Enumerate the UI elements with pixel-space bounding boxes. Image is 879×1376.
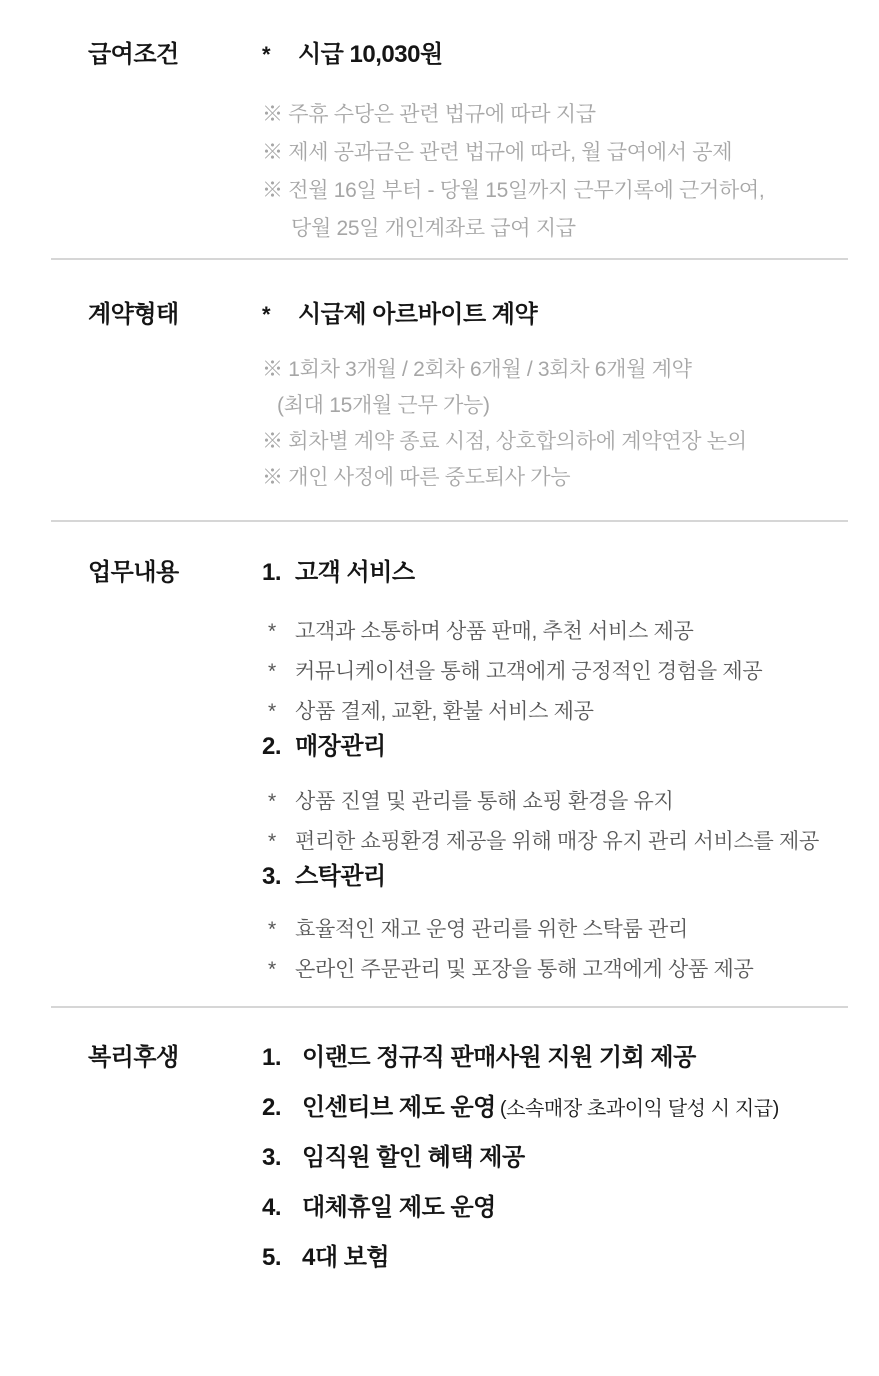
bullet-text: 커뮤니케이션을 통해 고객에게 긍정적인 경험을 제공 <box>295 660 763 683</box>
note-line: ※ 주휴 수당은 관련 법규에 따라 지급 <box>262 103 596 126</box>
section-job-duties <box>0 558 879 990</box>
bullet-item <box>262 652 849 692</box>
bullet-item <box>262 910 849 950</box>
list-number: 5. <box>262 1244 282 1271</box>
bullet-text: 상품 결제, 교환, 환불 서비스 제공 <box>295 700 594 723</box>
benefit-subtext: (소속매장 초과이익 달성 시 지급) <box>499 1098 779 1120</box>
note-line-continuation: (최대 15개월 근무 가능) <box>277 394 490 417</box>
note-line-continuation: 당월 25일 개인계좌로 급여 지급 <box>291 217 576 240</box>
list-number: 2. <box>262 733 282 760</box>
section-benefits <box>0 1043 879 1293</box>
salary-headline <box>262 40 849 70</box>
asterisk-marker: * <box>262 42 271 67</box>
job-posting-document <box>0 40 879 1376</box>
note-line: ※ 개인 사정에 따른 중도퇴사 가능 <box>262 466 571 489</box>
list-number: 3. <box>262 863 282 890</box>
bullet-text: 고객과 소통하며 상품 판매, 추천 서비스 제공 <box>295 620 694 643</box>
salary-headline-text: 시급 10,030원 <box>298 41 443 68</box>
contract-headline <box>262 300 849 330</box>
list-number: 3. <box>262 1144 282 1171</box>
benefit-item <box>262 1093 849 1124</box>
duty-group-stock-management <box>262 862 849 990</box>
section-label-salary: 급여조건 <box>88 41 179 68</box>
asterisk-marker: * <box>268 958 276 981</box>
benefit-text: 임직원 할인 혜택 제공 <box>302 1144 525 1171</box>
note-line: ※ 제세 공과금은 관련 법규에 따라, 월 급여에서 공제 <box>262 141 733 164</box>
duty-bullets <box>262 910 849 990</box>
duty-group-customer-service <box>262 558 849 732</box>
asterisk-marker: * <box>268 790 276 813</box>
list-number: 2. <box>262 1094 282 1121</box>
bullet-item <box>262 822 849 862</box>
section-label-duties: 업무내용 <box>88 559 179 586</box>
bullet-item <box>262 950 849 990</box>
duty-group-title <box>262 558 849 588</box>
bullet-text: 온라인 주문관리 및 포장을 통해 고객에게 상품 제공 <box>295 958 754 981</box>
list-number: 1. <box>262 559 282 586</box>
duty-group-title-text: 스탁관리 <box>295 863 386 890</box>
benefit-text: 대체휴일 제도 운영 <box>302 1194 496 1221</box>
asterisk-marker: * <box>268 830 276 853</box>
section-salary-conditions <box>0 40 879 248</box>
section-label-benefits: 복리후생 <box>88 1044 179 1071</box>
benefit-text: 이랜드 정규직 판매사원 지원 기회 제공 <box>302 1044 696 1071</box>
duty-bullets <box>262 612 849 732</box>
benefit-text: 인센티브 제도 운영 <box>302 1094 496 1121</box>
section-divider <box>51 1006 848 1008</box>
contract-headline-text: 시급제 아르바이트 계약 <box>298 301 538 328</box>
section-divider <box>51 258 848 260</box>
asterisk-marker: * <box>268 660 276 683</box>
asterisk-marker: * <box>268 918 276 941</box>
list-number: 4. <box>262 1194 282 1221</box>
section-label-contract: 계약형태 <box>88 301 179 328</box>
benefit-item <box>262 1193 849 1224</box>
benefit-item <box>262 1243 849 1274</box>
section-divider <box>51 520 848 522</box>
duty-group-title-text: 고객 서비스 <box>295 559 415 586</box>
duty-group-store-management <box>262 732 849 862</box>
section-contract-type <box>0 300 879 496</box>
asterisk-marker: * <box>268 700 276 723</box>
bullet-text: 효율적인 재고 운영 관리를 위한 스탁룸 관리 <box>295 918 688 941</box>
bullet-text: 편리한 쇼핑환경 제공을 위해 매장 유지 관리 서비스를 제공 <box>295 830 819 853</box>
duty-group-title <box>262 862 849 892</box>
bullet-item <box>262 782 849 822</box>
contract-notes <box>262 352 849 496</box>
bullet-item <box>262 612 849 652</box>
benefit-item <box>262 1043 849 1074</box>
bullet-item <box>262 692 849 732</box>
benefit-text: 4대 보험 <box>302 1244 390 1271</box>
note-line: ※ 전월 16일 부터 - 당월 15일까지 근무기록에 근거하여, <box>262 179 765 202</box>
note-line: ※ 1회차 3개월 / 2회차 6개월 / 3회차 6개월 계약 <box>262 358 692 381</box>
asterisk-marker: * <box>268 620 276 643</box>
duty-group-title-text: 매장관리 <box>295 733 386 760</box>
list-number: 1. <box>262 1044 282 1071</box>
salary-notes <box>262 96 849 248</box>
note-line: ※ 회차별 계약 종료 시점, 상호합의하에 계약연장 논의 <box>262 430 747 453</box>
asterisk-marker: * <box>262 302 271 327</box>
benefit-item <box>262 1143 849 1174</box>
bullet-text: 상품 진열 및 관리를 통해 쇼핑 환경을 유지 <box>295 790 674 813</box>
duty-bullets <box>262 782 849 862</box>
duty-group-title <box>262 732 849 762</box>
